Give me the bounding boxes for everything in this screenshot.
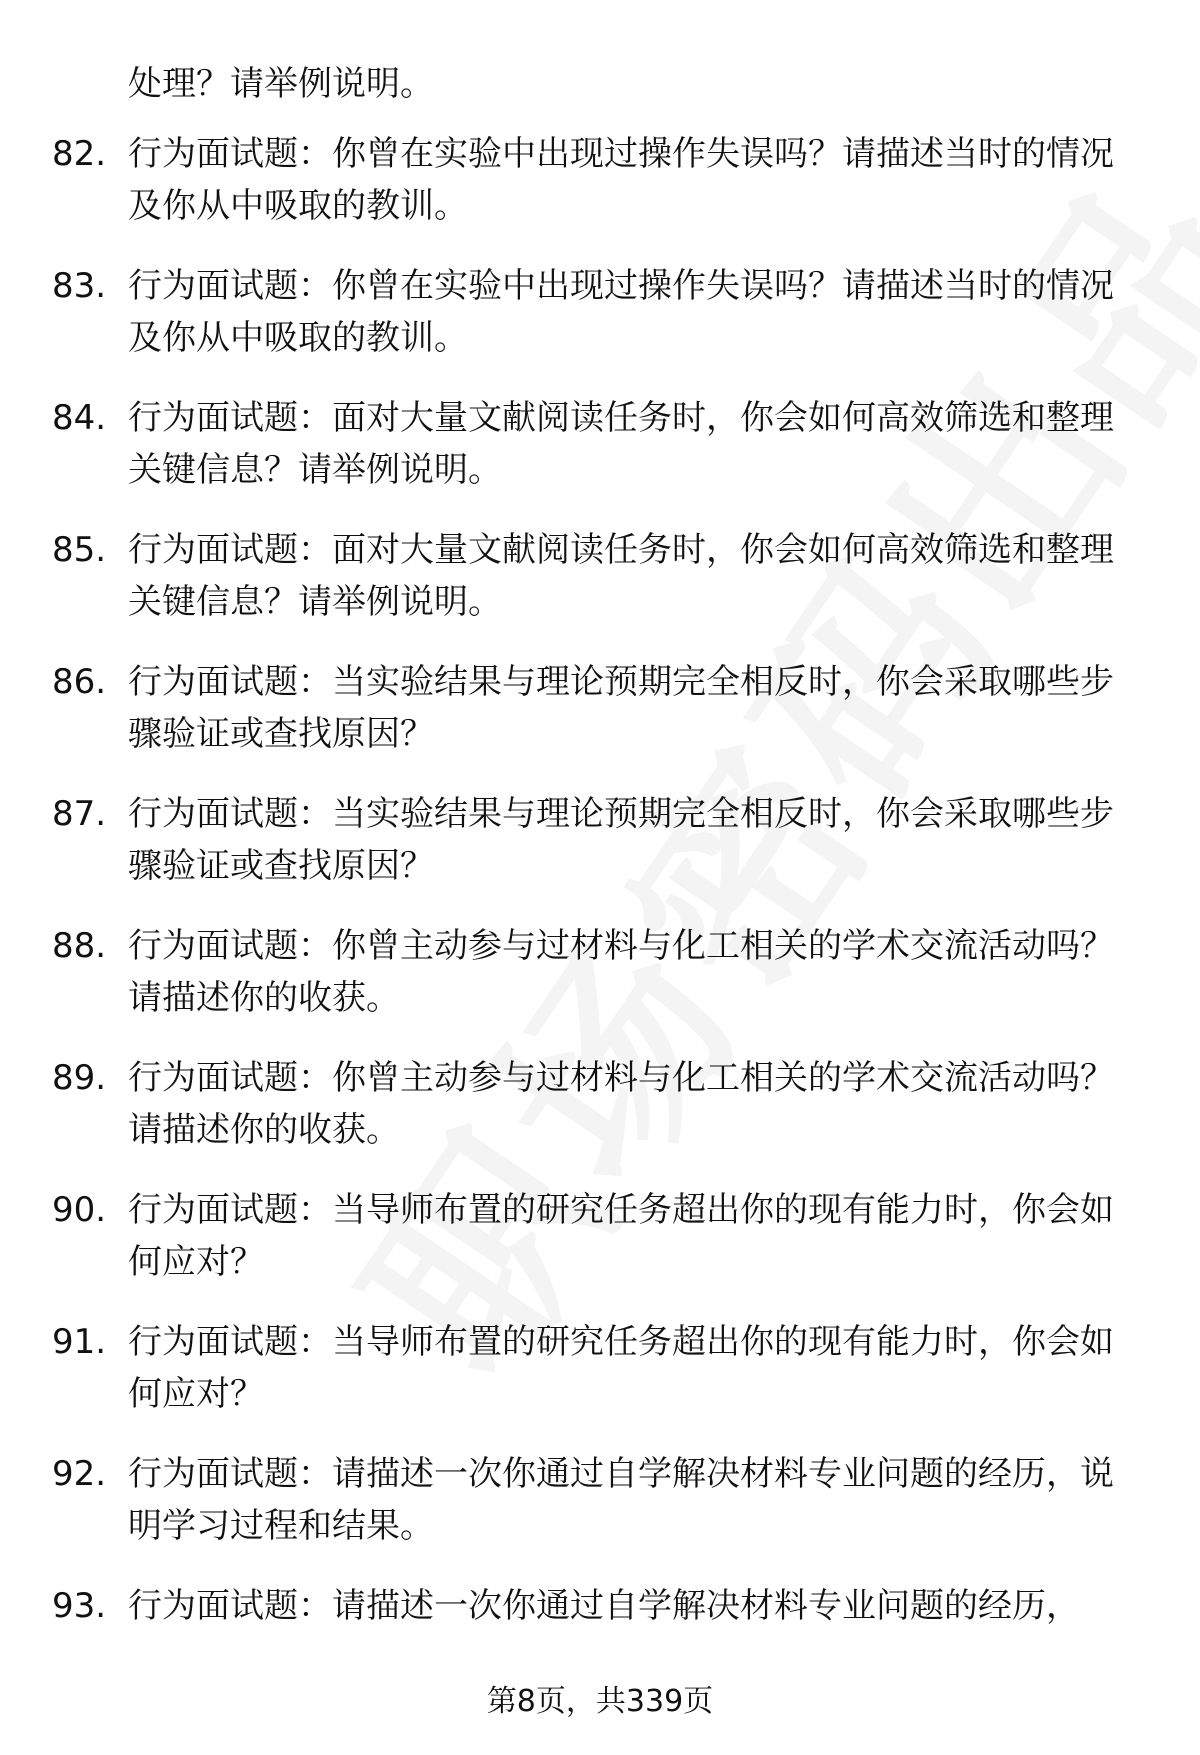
question-item: [0, 1052, 1200, 1184]
question-item: [0, 1316, 1200, 1448]
question-text: 行为面试题：你曾主动参与过材料与化工相关的学术交流活动吗？请描述你的收获。: [128, 926, 1114, 1018]
question-item: [0, 392, 1200, 524]
question-item: [0, 128, 1200, 260]
question-item: [0, 656, 1200, 788]
question-number: 88.: [52, 926, 107, 966]
question-number: 85.: [52, 530, 107, 570]
question-text: 行为面试题：面对大量文献阅读任务时，你会如何高效筛选和整理关键信息？请举例说明。: [128, 530, 1114, 622]
question-item: [0, 788, 1200, 920]
question-continuation: 处理？请举例说明。: [128, 64, 434, 104]
question-item: [0, 260, 1200, 392]
question-text: 行为面试题：当实验结果与理论预期完全相反时，你会采取哪些步骤验证或查找原因？: [128, 662, 1114, 754]
question-text: 行为面试题：当导师布置的研究任务超出你的现有能力时，你会如何应对？: [128, 1190, 1114, 1282]
question-number: 89.: [52, 1058, 107, 1098]
question-text: 行为面试题：当导师布置的研究任务超出你的现有能力时，你会如何应对？: [128, 1322, 1114, 1414]
question-text: 行为面试题：你曾主动参与过材料与化工相关的学术交流活动吗？请描述你的收获。: [128, 1058, 1114, 1150]
question-list: [0, 128, 1200, 1712]
question-number: 84.: [52, 398, 107, 438]
question-text: 行为面试题：你曾在实验中出现过操作失误吗？请描述当时的情况及你从中吸取的教训。: [128, 266, 1114, 358]
question-text: 行为面试题：当实验结果与理论预期完全相反时，你会采取哪些步骤验证或查找原因？: [128, 794, 1114, 886]
question-item: [0, 1448, 1200, 1580]
question-item: [0, 1184, 1200, 1316]
question-number: 92.: [52, 1454, 107, 1494]
question-number: 86.: [52, 662, 107, 702]
question-number: 93.: [52, 1586, 107, 1626]
question-number: 90.: [52, 1190, 107, 1230]
question-item: [0, 920, 1200, 1052]
question-text: 行为面试题：请描述一次你通过自学解决材料专业问题的经历，说明学习过程和结果。: [128, 1454, 1114, 1546]
question-number: 83.: [52, 266, 107, 306]
question-text: 行为面试题：面对大量文献阅读任务时，你会如何高效筛选和整理关键信息？请举例说明。: [128, 398, 1114, 490]
question-text: 行为面试题：请描述一次你通过自学解决材料专业问题的经历，: [128, 1586, 1080, 1626]
page-footer: 第8页，共339页: [486, 1684, 714, 1719]
question-text: 行为面试题：你曾在实验中出现过操作失误吗？请描述当时的情况及你从中吸取的教训。: [128, 134, 1114, 226]
question-number: 82.: [52, 134, 107, 174]
question-number: 87.: [52, 794, 107, 834]
question-item: [0, 524, 1200, 656]
question-number: 91.: [52, 1322, 107, 1362]
